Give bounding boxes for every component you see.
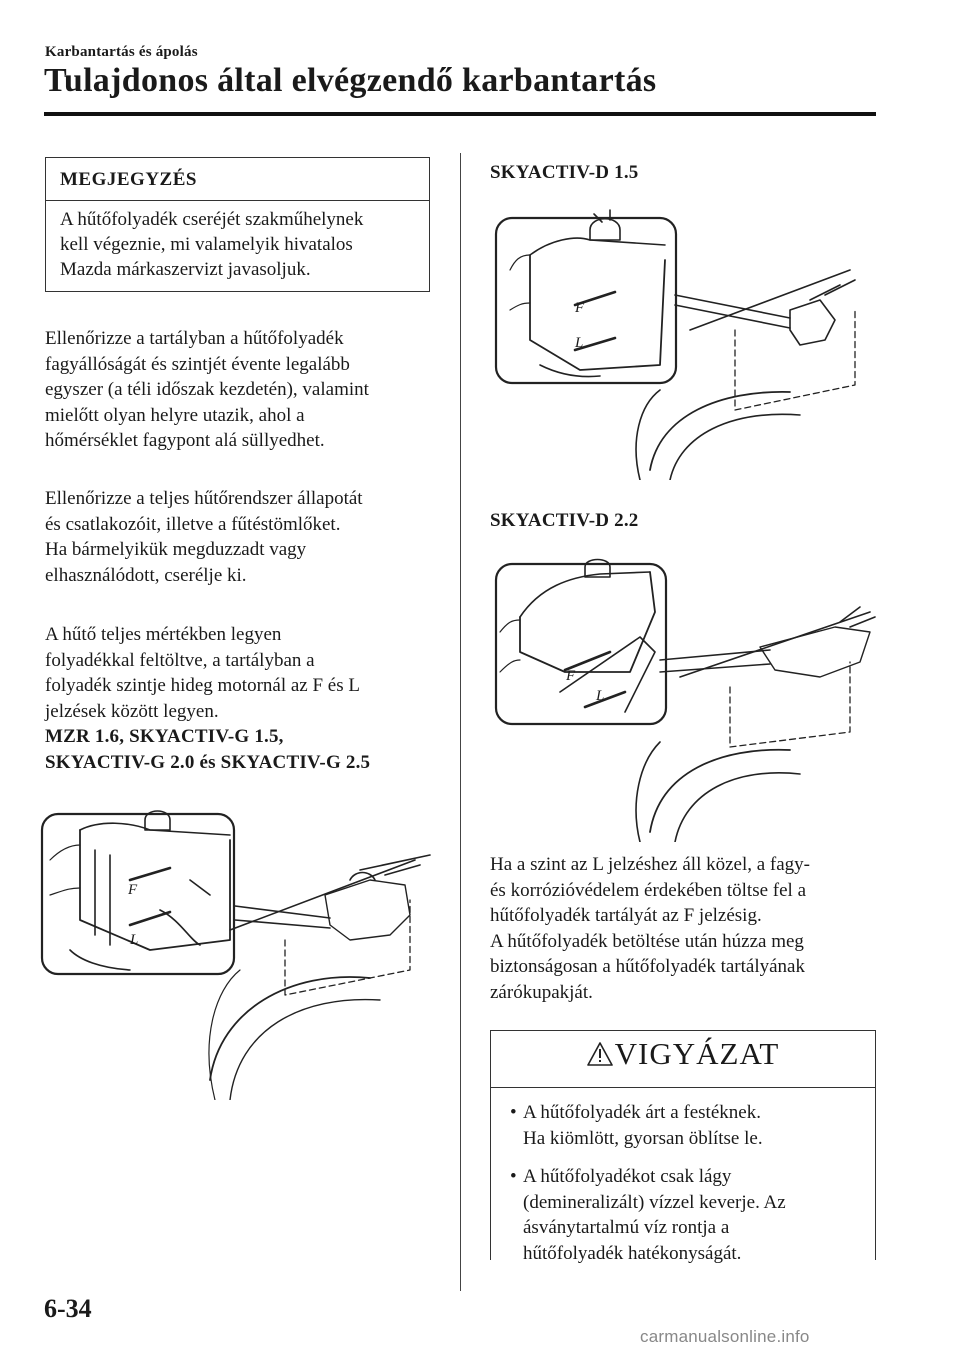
full-mark-label: F	[575, 300, 585, 316]
text-line: hőmérséklet fagypont alá süllyedhet.	[45, 430, 325, 451]
text-line: A hűtő teljes mértékben legyen	[45, 624, 282, 645]
refill-paragraph	[490, 852, 810, 1005]
note-heading: MEGJEGYZÉS	[46, 158, 429, 201]
text-line: mielőtt olyan helyre utazik, ahol a	[45, 404, 305, 426]
text-line: hűtőfolyadék hatékonyságát.	[523, 1242, 742, 1264]
low-mark-label: L	[596, 688, 605, 704]
note-line: A hűtőfolyadék cseréjét szakműhelynek	[60, 209, 364, 230]
text-line: MZR 1.6, SKYACTIV-G 1.5,	[45, 726, 284, 747]
bullet-icon: •	[510, 1166, 517, 1187]
watermark: carmanualsonline.info	[640, 1327, 810, 1346]
coolant-reservoir-figure-petrol	[40, 800, 440, 1100]
warning-item	[491, 1164, 875, 1266]
text-line: fagyállóságát és szintjét évente legalább	[45, 353, 350, 375]
text-line: (demineralizált) vízzel keverje. Az	[523, 1191, 786, 1213]
text-line: folyadék szintje hideg motornál az F és L	[45, 675, 360, 696]
text-line: A hűtőfolyadék árt a festéknek.	[523, 1102, 761, 1123]
note-line: kell végeznie, mi valamelyik hivatalos	[60, 234, 353, 255]
note-body	[46, 201, 429, 282]
figure-title-skyactiv-d-2-2: SKYACTIV-D 2.2	[490, 510, 639, 531]
text-line: zárókupakját.	[490, 981, 593, 1003]
text-line: biztonságosan a hűtőfolyadék tartályának	[490, 956, 805, 977]
text-line: Ha bármelyikük megduzzadt vagy	[45, 539, 307, 560]
note-line: Mazda márkaszervizt javasoljuk.	[60, 259, 311, 280]
text-line: A hűtőfolyadék betöltése után húzza meg	[490, 930, 804, 952]
page-number: 6-34	[44, 1294, 92, 1323]
bullet-icon: •	[510, 1102, 517, 1123]
warning-item	[491, 1100, 875, 1151]
text-line: és csatlakozóit, illetve a fűtéstömlőket.	[45, 513, 341, 535]
text-line: és korrózióvédelem érdekében töltse fel a	[490, 879, 806, 901]
column-divider	[460, 153, 461, 1291]
text-line: egyszer (a téli időszak kezdetén), valamint	[45, 379, 369, 400]
figure-title-skyactiv-d-1-5: SKYACTIV-D 1.5	[490, 162, 639, 183]
text-line: Ha a szint az L jelzéshez áll közel, a fagy-	[490, 854, 811, 875]
coolant-reservoir-figure-d22	[490, 552, 880, 842]
models-heading	[45, 724, 370, 775]
text-line: elhasználódott, cserélje ki.	[45, 564, 247, 586]
full-mark-label: F	[128, 882, 138, 898]
hose-check-paragraph	[45, 486, 363, 588]
warning-triangle-icon	[587, 1042, 613, 1066]
text-line: jelzések között legyen.	[45, 700, 219, 722]
text-line: folyadékkal feltöltve, a tartályban a	[45, 649, 315, 671]
warning-heading-text: VIGYÁZAT	[614, 1036, 780, 1071]
text-line: Ha kiömlött, gyorsan öblítse le.	[523, 1127, 763, 1149]
text-line: hűtőfolyadék tartályát az F jelzésig.	[490, 905, 762, 926]
warning-heading	[491, 1031, 875, 1088]
full-mark-label: F	[566, 668, 576, 684]
title-rule	[44, 112, 876, 116]
warning-box	[490, 1030, 876, 1264]
coolant-reservoir-figure-d15	[490, 200, 880, 480]
page-title: Tulajdonos által elvégzendő karbantartás	[44, 62, 657, 99]
text-line: ásványtartalmú víz rontja a	[523, 1217, 730, 1238]
text-line: A hűtőfolyadékot csak lágy	[523, 1166, 732, 1187]
text-line: SKYACTIV-G 2.0 és SKYACTIV-G 2.5	[45, 751, 371, 773]
text-line: Ellenőrizze a tartályban a hűtőfolyadék	[45, 328, 344, 349]
coolant-check-paragraph	[45, 326, 369, 454]
level-paragraph	[45, 622, 360, 724]
note-box	[45, 157, 430, 292]
section-label: Karbantartás és ápolás	[45, 44, 198, 60]
low-mark-label: L	[130, 932, 139, 948]
text-line: Ellenőrizze a teljes hűtőrendszer állapotát	[45, 488, 363, 509]
low-mark-label: L	[575, 335, 584, 351]
